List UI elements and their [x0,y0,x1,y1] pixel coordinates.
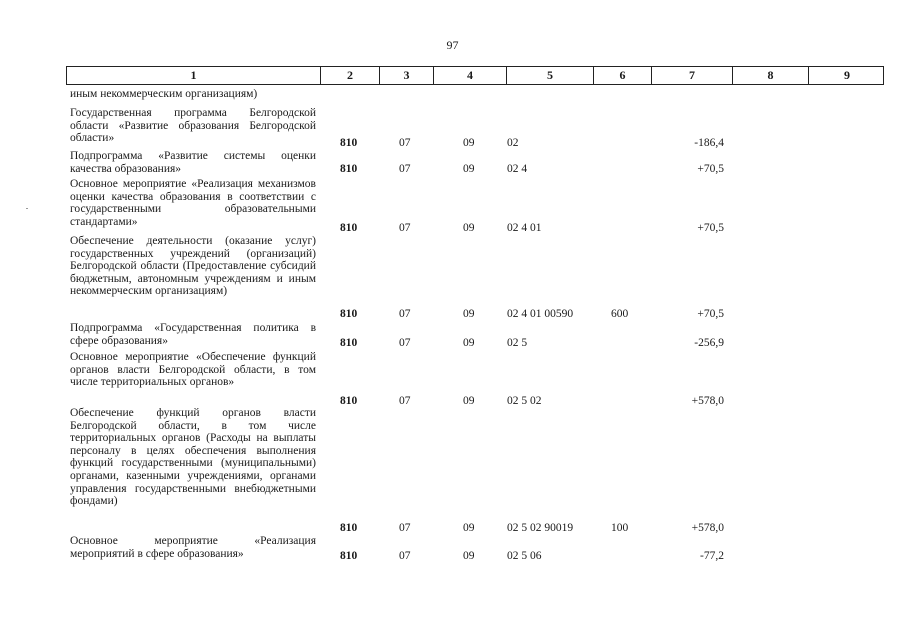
row-section: 07 [399,137,411,149]
row-subsection: 09 [463,395,475,407]
row-description: Государственная программа Белгородской области «Развитие образования Белгородской области» [70,107,316,145]
row-section: 07 [399,395,411,407]
row-description: иным некоммерческим организациям) [70,88,258,100]
row-sum: +578,0 [691,522,724,534]
row-sum: -256,9 [694,337,724,349]
header-col-5: 5 [506,67,593,84]
row-description: Подпрограмма «Государственная политика в сфере образования» [70,322,316,347]
row-section: 07 [399,337,411,349]
row-subsection: 09 [463,137,475,149]
page-number: 97 [446,38,459,52]
row-code: 810 [340,163,358,175]
row-description: Основное мероприятие «Реализация механизмов оценки качества образования в соответствии с государственными образовательными стандартами» [70,178,316,228]
row-subsection: 09 [463,163,475,175]
row-description: Обеспечение деятельности (оказание услуг) государственных учреждений (организаций) Белгородской области (Предоставление субсидий бюджетным, автономным учреждениям и иным некоммерческим организациям) [70,235,316,298]
row-target-code: 02 5 02 90019 [507,522,574,534]
header-col-3: 3 [379,67,433,84]
row-sum: -186,4 [694,137,724,149]
row-subsection: 09 [463,550,475,562]
row-description: Обеспечение функций органов власти Белгородской области, в том числе территориальных органов (Расходы на выплаты персоналу в целях обеспечения выполнения функций государственными (муниципальными) органами, казенными учреждениями, органами управления государственными внебюджетными фондами) [70,407,316,508]
row-target-code: 02 4 01 [507,222,542,234]
row-sum: +70,5 [697,222,724,234]
row-section: 07 [399,163,411,175]
row-subsection: 09 [463,522,475,534]
row-code: 810 [340,550,358,562]
row-description: Подпрограмма «Развитие системы оценки качества образования» [70,150,316,175]
row-subsection: 09 [463,222,475,234]
row-sum: +70,5 [697,308,724,320]
row-target-code: 02 5 02 [507,395,542,407]
row-expense-type: 100 [611,522,629,534]
row-section: 07 [399,222,411,234]
header-col-1: 1 [190,68,197,82]
row-target-code: 02 4 [507,163,528,175]
row-section: 07 [399,522,411,534]
header-col-9: 9 [808,67,885,84]
row-sum: +578,0 [691,395,724,407]
row-sum: -77,2 [700,550,724,562]
row-target-code: 02 5 [507,337,528,349]
row-description: Основное мероприятие «Реализация мероприятий в сфере образования» [70,535,316,560]
row-target-code: 02 [507,137,519,149]
table-header [66,66,884,85]
row-code: 810 [340,308,358,320]
row-expense-type: 600 [611,308,629,320]
row-description: Основное мероприятие «Обеспечение функций органов власти Белгородской области, в том числе территориальных органов» [70,351,316,389]
header-col-6: 6 [593,67,651,84]
row-section: 07 [399,308,411,320]
row-code: 810 [340,222,358,234]
header-col-2: 2 [320,67,379,84]
row-code: 810 [340,337,358,349]
row-code: 810 [340,522,358,534]
scan-speck [26,208,28,209]
row-target-code: 02 4 01 00590 [507,308,574,320]
header-col-4: 4 [433,67,506,84]
row-sum: +70,5 [697,163,724,175]
row-target-code: 02 5 06 [507,550,542,562]
row-subsection: 09 [463,337,475,349]
row-code: 810 [340,137,358,149]
row-subsection: 09 [463,308,475,320]
row-section: 07 [399,550,411,562]
header-col-8: 8 [732,67,808,84]
header-col-7: 7 [651,67,732,84]
row-code: 810 [340,395,358,407]
